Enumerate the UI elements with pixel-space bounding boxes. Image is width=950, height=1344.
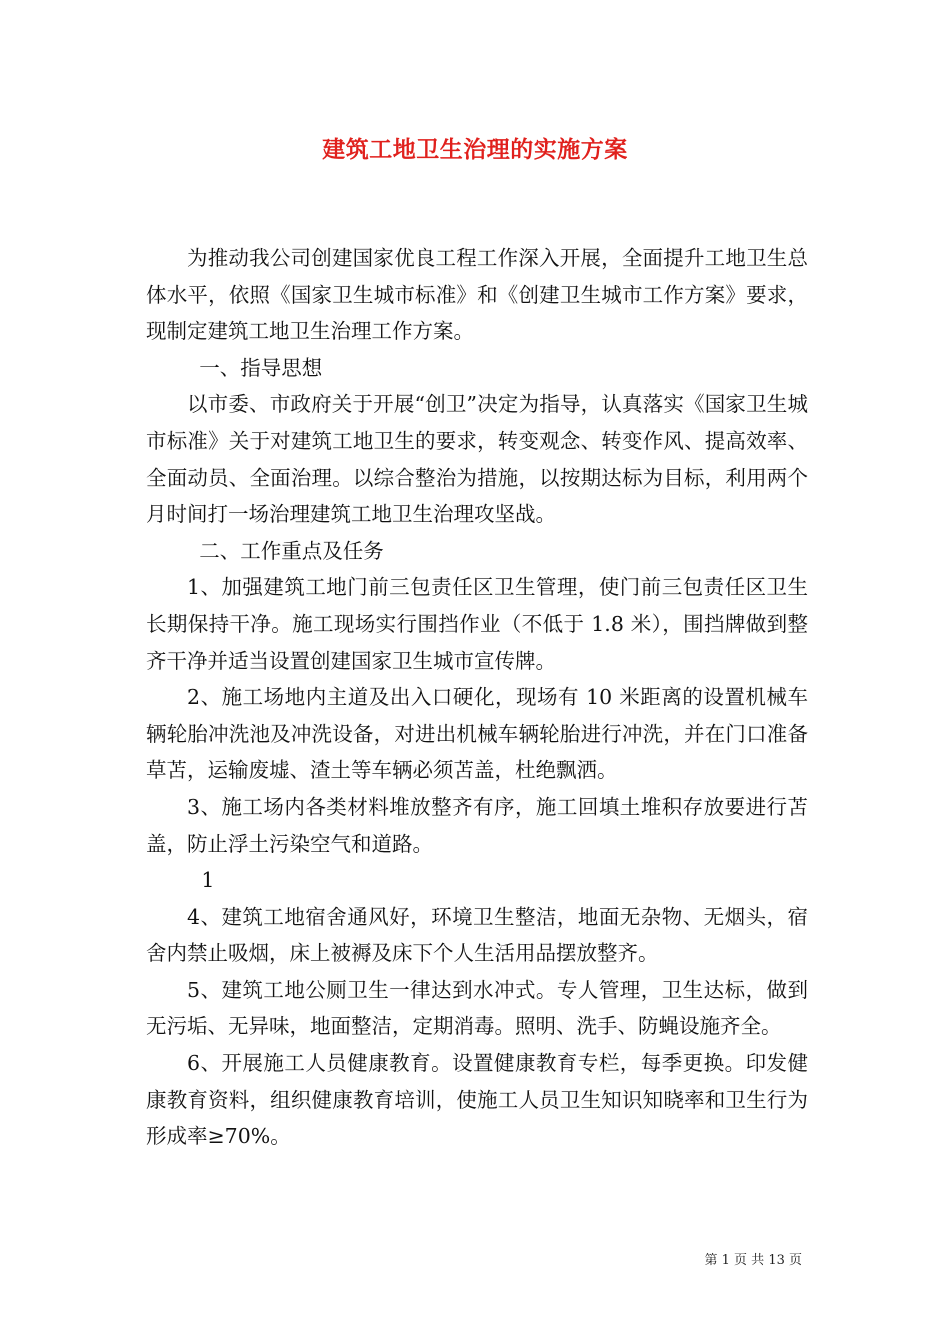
task-item-2: 2、施工场地内主道及出入口硬化，现场有 10 米距离的设置机械车辆轮胎冲洗池及冲洗设备，对进出机械车辆轮胎进行冲洗，并在门口准备草苫，运输废墟、渣土等车辆必须苫盖，杜绝飘洒。 <box>146 685 808 783</box>
task-item-3: 3、施工场内各类材料堆放整齐有序，施工回填土堆积存放要进行苫盖，防止浮土污染空气和道路。 <box>146 794 808 856</box>
section-heading-key-tasks: 二、工作重点及任务 <box>199 538 384 563</box>
task-item-4: 4、建筑工地宿舍通风好，环境卫生整洁，地面无杂物、无烟头，宿舍内禁止吸烟，床上被褥及床下个人生活用品摆放整齐。 <box>146 904 808 966</box>
inline-page-number: 1 <box>201 868 215 893</box>
task-item-5: 5、建筑工地公厕卫生一律达到水冲式。专人管理，卫生达标，做到无污垢、无异味，地面整洁，定期消毒。照明、洗手、防蝇设施齐全。 <box>146 977 808 1039</box>
section-heading-guiding-ideology: 一、指导思想 <box>199 355 323 380</box>
task-item-6: 6、开展施工人员健康教育。设置健康教育专栏，每季更换。印发健康教育资料，组织健康教育培训，使施工人员卫生知识知晓率和卫生行为形成率≥70%。 <box>146 1051 808 1149</box>
document-title: 建筑工地卫生治理的实施方案 <box>322 136 628 163</box>
intro-paragraph: 为推动我公司创建国家优良工程工作深入开展，全面提升工地卫生总体水平，依照《国家卫生城市标准》和《创建卫生城市工作方案》要求，现制定建筑工地卫生治理工作方案。 <box>146 246 808 344</box>
page-footer: 第 1 页 共 13 页 <box>704 1253 802 1268</box>
guiding-ideology-paragraph: 以市委、市政府关于开展“创卫”决定为指导，认真落实《国家卫生城市标准》关于对建筑工地卫生的要求，转变观念、转变作风、提高效率、全面动员、全面治理。以综合整治为措施，以按期达标为目标，利用两个月时间打一场治理建筑工地卫生治理攻坚战。 <box>146 392 808 527</box>
task-item-1: 1、加强建筑工地门前三包责任区卫生管理，使门前三包责任区卫生长期保持干净。施工现场实行围挡作业（不低于 1.8 米），围挡牌做到整齐干净并适当设置创建国家卫生城市宣传牌。 <box>146 575 808 673</box>
document-body <box>146 240 808 1155</box>
